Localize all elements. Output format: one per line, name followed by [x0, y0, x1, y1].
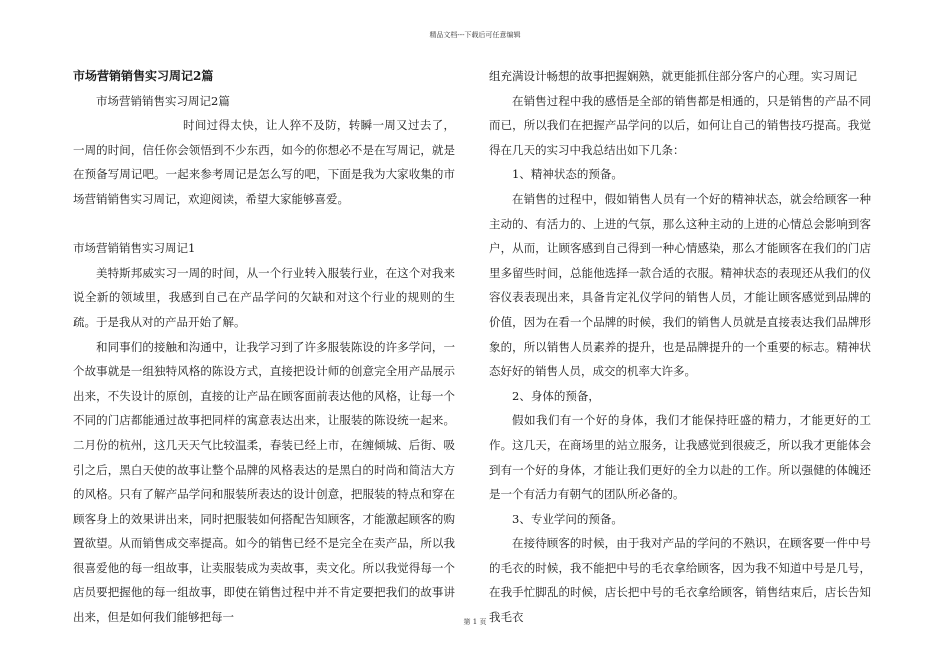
document-subtitle: 市场营销销售实习周记2篇: [96, 93, 230, 108]
paragraph: 在接待顾客的时候，由于我对产品的学问的不熟识，在顾客要一件中号的毛衣的时候，我不能把中号的毛衣拿给顾客，因为我不知道中号是几号，在我手忙脚乱的时候，店长把中号的毛衣拿给顾客，销售结束后，店长告知我毛衣: [489, 536, 871, 625]
list-heading: 3、专业学问的预备。: [512, 511, 623, 526]
document-title: 市场营销销售实习周记2篇: [73, 69, 214, 83]
intro-paragraph: 时间过得太快，让人猝不及防，转瞬一周又过去了，一周的时间，信任你会领悟到不少东西，如今的你想必不是在写周记，就是在预备写周记吧。一起来参考周记是怎么写的吧，下面是我为大家收集的市场营销销售实习周记，欢迎阅读，希望大家能够喜爱。: [73, 118, 455, 206]
list-heading: 2、身体的预备，: [512, 388, 600, 403]
paragraph: 美特斯邦威实习一周的时间，从一个行业转入服装行业，在这个对我来说全新的领域里，我感到自己在产品学问的欠缺和对这个行业的规则的生疏。于是我从对的产品开始了解。: [73, 265, 455, 329]
paragraph: 组充满设计畅想的故事把握娴熟，就更能抓住部分客户的心理。实习周记: [489, 69, 857, 83]
section-title: 市场营销销售实习周记1: [73, 241, 196, 256]
list-heading: 1、精神状态的预备。: [512, 167, 623, 182]
paragraph: 在销售的过程中，假如销售人员有一个好的精神状态，就会给顾客一种主动的、有活力的、上进的气氛，那么这种主动的上进的心情总会影响到客户，从而，让顾客感到自己得到一种心情感染，那么才能顾客在我们的门店里多留些时间，总能他选择一款合适的衣服。精神状态的表现还从我们的仪容仪表表现出来，具备肯定礼仪学问的销售人员，才能让顾客感觉到品牌的价值，因为在看一个品牌的时候，我们的销售人员就是直接表达我们品牌形象的，所以销售人员素养的提升，也是品牌提升的一个重要的标志。精神状态好好的销售人员，成交的机率大许多。: [489, 191, 871, 379]
left-column: [73, 64, 455, 630]
paragraph: 假如我们有一个好的身体，我们才能保持旺盛的精力，才能更好的工作。这几天，在商场里的站立服务，让我感觉到很疲乏，所以我才更能体会到有一个好的身体，才能让我们更好的全力以赴的工作。所以强健的体魄还是一个有活力有朝气的团队所必备的。: [489, 413, 871, 502]
page-number: 第 1 页: [463, 618, 487, 626]
paragraph: 在销售过程中我的感悟是全部的销售都是相通的，只是销售的产品不同而已，所以我们在把握产品学问的以后，如何让自己的销售技巧提高。我觉得在几天的实习中我总结出如下几条：: [489, 93, 871, 157]
spacer: [73, 212, 455, 237]
paragraph: 和同事们的接触和沟通中，让我学习到了许多服装陈设的许多学问，一个故事就是一组独特风格的陈设方式，直接把设计师的创意完全用产品展示出来，不失设计的原创，直接的让产品在顾客面前表达他的风格，让每一个不同的门店都能通过故事把同样的寓意表达出来，让服装的陈设统一起来。二月份的杭州，这几天天气比较温柔，春装已经上市，在缠倾城、后街、吸引之后，黑白天使的故事让整个品牌的风格表达的是黑白的时尚和简洁大方的风格。只有了解产品学问和服装所表达的设计创意，把服装的特点和穿在顾客身上的效果讲出来，同时把服装如何搭配告知顾客，才能激起顾客的购置欲望。从而销售成交率提高。如今的销售已经不是完全在卖产品，所以我很喜爱他的每一组故事，让卖服装成为卖故事，卖文化。所以我觉得每一个店员要把握他的每一组故事，即使在销售过程中并不肯定要把我们的故事讲出来，但是如何我们能够把每一: [73, 339, 455, 625]
page-header: 精品文档---下载后可任意编辑: [429, 31, 521, 39]
right-column: [489, 64, 871, 630]
